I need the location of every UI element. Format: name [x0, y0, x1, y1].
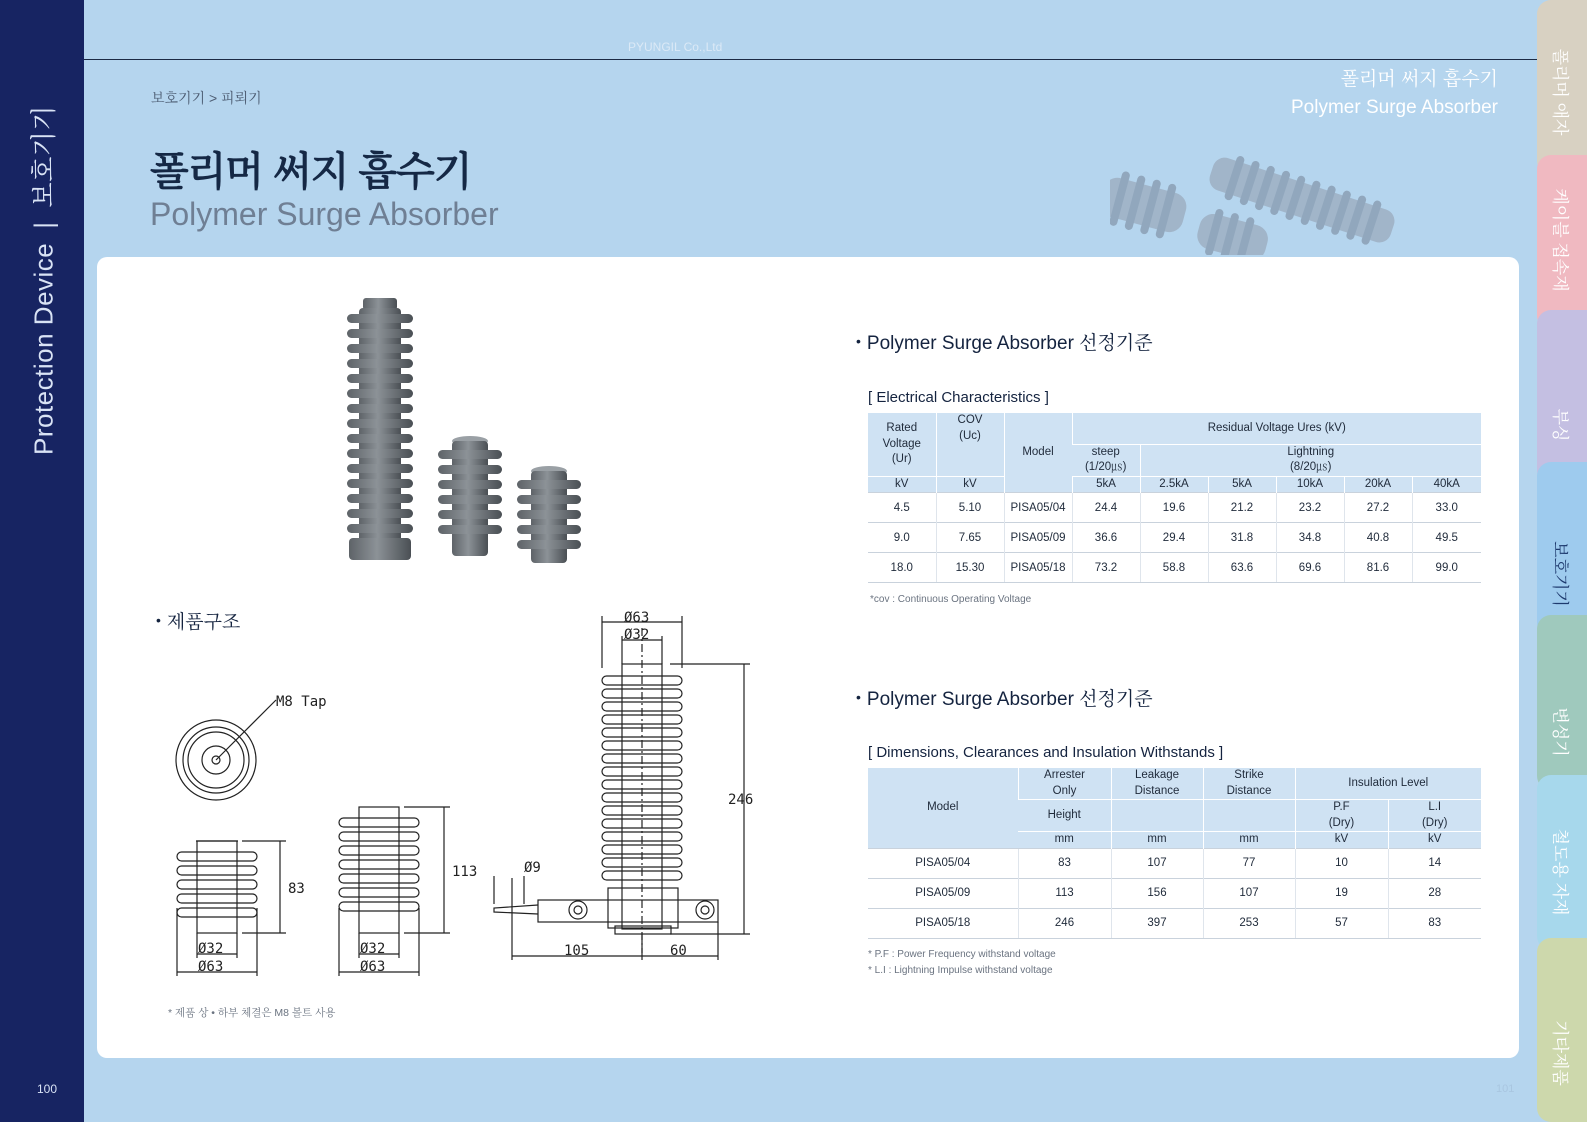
section-vertical-title: [24, 105, 61, 455]
structure-note: * 제품 상 • 하부 체결은 M8 볼트 사용: [168, 1007, 336, 1019]
page-number-left: 100: [37, 1082, 58, 1096]
table-cell: 24.4: [1072, 493, 1140, 523]
table-cell: 397: [1111, 908, 1203, 938]
tab-railway-material[interactable]: [1537, 775, 1587, 950]
header-right-title: [1291, 66, 1498, 122]
label-height-113: 113: [452, 864, 478, 880]
structure-heading-text: 제품구조: [166, 612, 241, 633]
unit-rated-kv: kV: [868, 476, 936, 493]
table-cell: PISA05/04: [1004, 493, 1072, 523]
header-divider: [84, 59, 1537, 60]
tab-protection-device-label: 보호기기: [1550, 541, 1570, 607]
table-cell: 58.8: [1140, 553, 1208, 583]
tab-polymer-insulator-label: 폴리머 애자: [1550, 48, 1570, 136]
table-cell: 10: [1295, 848, 1388, 878]
table-cell: 9.0: [868, 523, 936, 553]
section-vertical-en: Protection Device: [28, 242, 59, 455]
label-medium-phi63: Ø63: [360, 959, 386, 975]
tab-cable-accessories[interactable]: [1537, 155, 1587, 330]
tab-bushing[interactable]: [1537, 310, 1587, 485]
table-cell: 31.8: [1208, 523, 1276, 553]
unit-pf-kv: kV: [1295, 832, 1388, 849]
col-arrester-height: Arrester Only: [1018, 768, 1111, 800]
table-cell: 156: [1111, 878, 1203, 908]
col-strike-blank: [1203, 800, 1295, 832]
label-tall-phi32: Ø32: [624, 627, 650, 643]
table-cell: 14: [1388, 848, 1481, 878]
tab-protection-device[interactable]: [1537, 462, 1587, 637]
table-cell: 57: [1295, 908, 1388, 938]
table-cell: PISA05/18: [1004, 553, 1072, 583]
electrical-heading-text: Polymer Surge Absorber 선정기준: [866, 333, 1153, 354]
table-cell: 99.0: [1412, 553, 1481, 583]
table-cell: 253: [1203, 908, 1295, 938]
table-cell: 28: [1388, 878, 1481, 908]
table-cell: 83: [1018, 848, 1111, 878]
unit-strike-mm: mm: [1203, 832, 1295, 849]
table-cell: 81.6: [1344, 553, 1412, 583]
label-height-83: 83: [288, 881, 305, 897]
unit-5ka: 5kA: [1208, 476, 1276, 493]
label-medium-phi32: Ø32: [360, 941, 386, 957]
table-cell: 246: [1018, 908, 1111, 938]
table-cell: 63.6: [1208, 553, 1276, 583]
table-cell: 7.65: [936, 523, 1004, 553]
dimensions-note-pf: * P.F : Power Frequency withstand voltage: [868, 949, 1056, 960]
unit-10ka: 10kA: [1276, 476, 1344, 493]
col-pf: P.F (Dry): [1295, 800, 1388, 832]
structure-heading: • 제품구조: [156, 612, 241, 633]
breadcrumb[interactable]: 보호기기 > 피뢰기: [151, 90, 262, 106]
page-title-en: Polymer Surge Absorber: [150, 196, 499, 232]
col-residual-voltage: Residual Voltage Ures (kV): [1072, 413, 1481, 444]
label-small-phi63: Ø63: [198, 959, 224, 975]
col-cov: COV (Uc): [936, 413, 1004, 476]
table-cell: 73.2: [1072, 553, 1140, 583]
table-cell: PISA05/09: [868, 878, 1018, 908]
label-width-60: 60: [670, 943, 687, 959]
header-right-title-en: Polymer Surge Absorber: [1291, 97, 1498, 118]
col-strike-distance: Strike Distance: [1203, 768, 1295, 800]
table-cell: 113: [1018, 878, 1111, 908]
electrical-note: *cov : Continuous Operating Voltage: [870, 594, 1032, 605]
category-tabs: [1537, 0, 1587, 1122]
table-cell: PISA05/18: [868, 908, 1018, 938]
tab-polymer-insulator[interactable]: [1537, 0, 1587, 175]
table-cell: 107: [1203, 878, 1295, 908]
unit-arrester-mm: mm: [1018, 832, 1111, 849]
page-number-right: 101: [1496, 1083, 1515, 1095]
table-cell: 15.30: [936, 553, 1004, 583]
table-cell: PISA05/04: [868, 848, 1018, 878]
table-cell: 34.8: [1276, 523, 1344, 553]
table-cell: 77: [1203, 848, 1295, 878]
unit-2-5ka: 2.5kA: [1140, 476, 1208, 493]
unit-steep-5ka: 5kA: [1072, 476, 1140, 493]
tab-railway-material-label: 철도용 자재: [1550, 828, 1570, 916]
electrical-characteristics-table: [868, 413, 1481, 583]
table-cell: 29.4: [1140, 523, 1208, 553]
table-row: [868, 493, 1481, 523]
table-cell: 23.2: [1276, 493, 1344, 523]
label-tall-phi63: Ø63: [624, 610, 650, 626]
tab-other-products-label: 기타제품: [1550, 1020, 1570, 1086]
col-lightning: Lightning (8/20㎲): [1140, 444, 1481, 476]
col-li: L.I (Dry): [1388, 800, 1481, 832]
label-height-246: 246: [728, 792, 754, 808]
table-cell: 4.5: [868, 493, 936, 523]
tab-other-products[interactable]: [1537, 938, 1587, 1122]
table-cell: 83: [1388, 908, 1481, 938]
table-cell: 19.6: [1140, 493, 1208, 523]
unit-40ka: 40kA: [1412, 476, 1481, 493]
unit-li-kv: kV: [1388, 832, 1481, 849]
header-right-title-ko: 폴리머 써지 흡수기: [1340, 69, 1498, 90]
tab-cable-accessories-label: 케이블 접속재: [1550, 188, 1570, 292]
table-cell: 107: [1111, 848, 1203, 878]
section-vertical-separator: |: [28, 221, 59, 229]
col-leakage-blank: [1111, 800, 1203, 832]
table-cell: PISA05/09: [1004, 523, 1072, 553]
tab-transformer-label: 변성기: [1550, 707, 1570, 757]
page-title-ko: 폴리머 써지 흡수기: [150, 150, 472, 194]
label-m8-tap: M8 Tap: [276, 694, 327, 710]
electrical-heading: • Polymer Surge Absorber 선정기준: [856, 333, 1153, 354]
electrical-table-title: [ Electrical Characteristics ]: [868, 389, 1049, 406]
technical-drawing: [160, 608, 780, 988]
label-phi9: Ø9: [524, 860, 541, 876]
table-cell: 27.2: [1344, 493, 1412, 523]
col-steep: steep (1/20㎲): [1072, 444, 1140, 476]
table-cell: 21.2: [1208, 493, 1276, 523]
dimensions-heading: • Polymer Surge Absorber 선정기준: [856, 689, 1153, 710]
col-leakage-distance: Leakage Distance: [1111, 768, 1203, 800]
unit-20ka: 20kA: [1344, 476, 1412, 493]
label-small-phi32: Ø32: [198, 941, 224, 957]
dimensions-notes: [868, 947, 1056, 979]
table-row: [868, 553, 1481, 583]
dimensions-heading-text: Polymer Surge Absorber 선정기준: [866, 689, 1153, 710]
col-arrester-height-label: Height: [1018, 800, 1111, 832]
dimensions-note-li: * L.I : Lightning Impulse withstand voltage: [868, 965, 1053, 976]
unit-cov-kv: kV: [936, 476, 1004, 493]
col-model: Model: [1004, 413, 1072, 493]
table-row: [868, 848, 1481, 878]
tab-transformer[interactable]: [1537, 615, 1587, 790]
col-rated-voltage: Rated Voltage (Ur): [868, 413, 936, 476]
table-cell: 49.5: [1412, 523, 1481, 553]
table-row: [868, 878, 1481, 908]
col-insulation-level: Insulation Level: [1295, 768, 1481, 800]
dimensions-table: [868, 768, 1481, 939]
table-cell: 36.6: [1072, 523, 1140, 553]
unit-leakage-mm: mm: [1111, 832, 1203, 849]
table-cell: 18.0: [868, 553, 936, 583]
table-row: [868, 908, 1481, 938]
section-vertical-ko: 보호기기: [28, 105, 59, 208]
col-model: Model: [868, 768, 1018, 848]
label-width-105: 105: [564, 943, 590, 959]
header-product-image: [1110, 135, 1430, 255]
tab-bushing-label: 부싱: [1550, 408, 1570, 442]
dimensions-table-title: [ Dimensions, Clearances and Insulation Withstands ]: [868, 744, 1224, 761]
table-cell: 69.6: [1276, 553, 1344, 583]
company-name: PYUNGIL Co.,Ltd: [628, 40, 723, 54]
product-photo: [335, 298, 605, 578]
table-cell: 40.8: [1344, 523, 1412, 553]
table-cell: 33.0: [1412, 493, 1481, 523]
table-cell: 5.10: [936, 493, 1004, 523]
table-cell: 19: [1295, 878, 1388, 908]
table-row: [868, 523, 1481, 553]
